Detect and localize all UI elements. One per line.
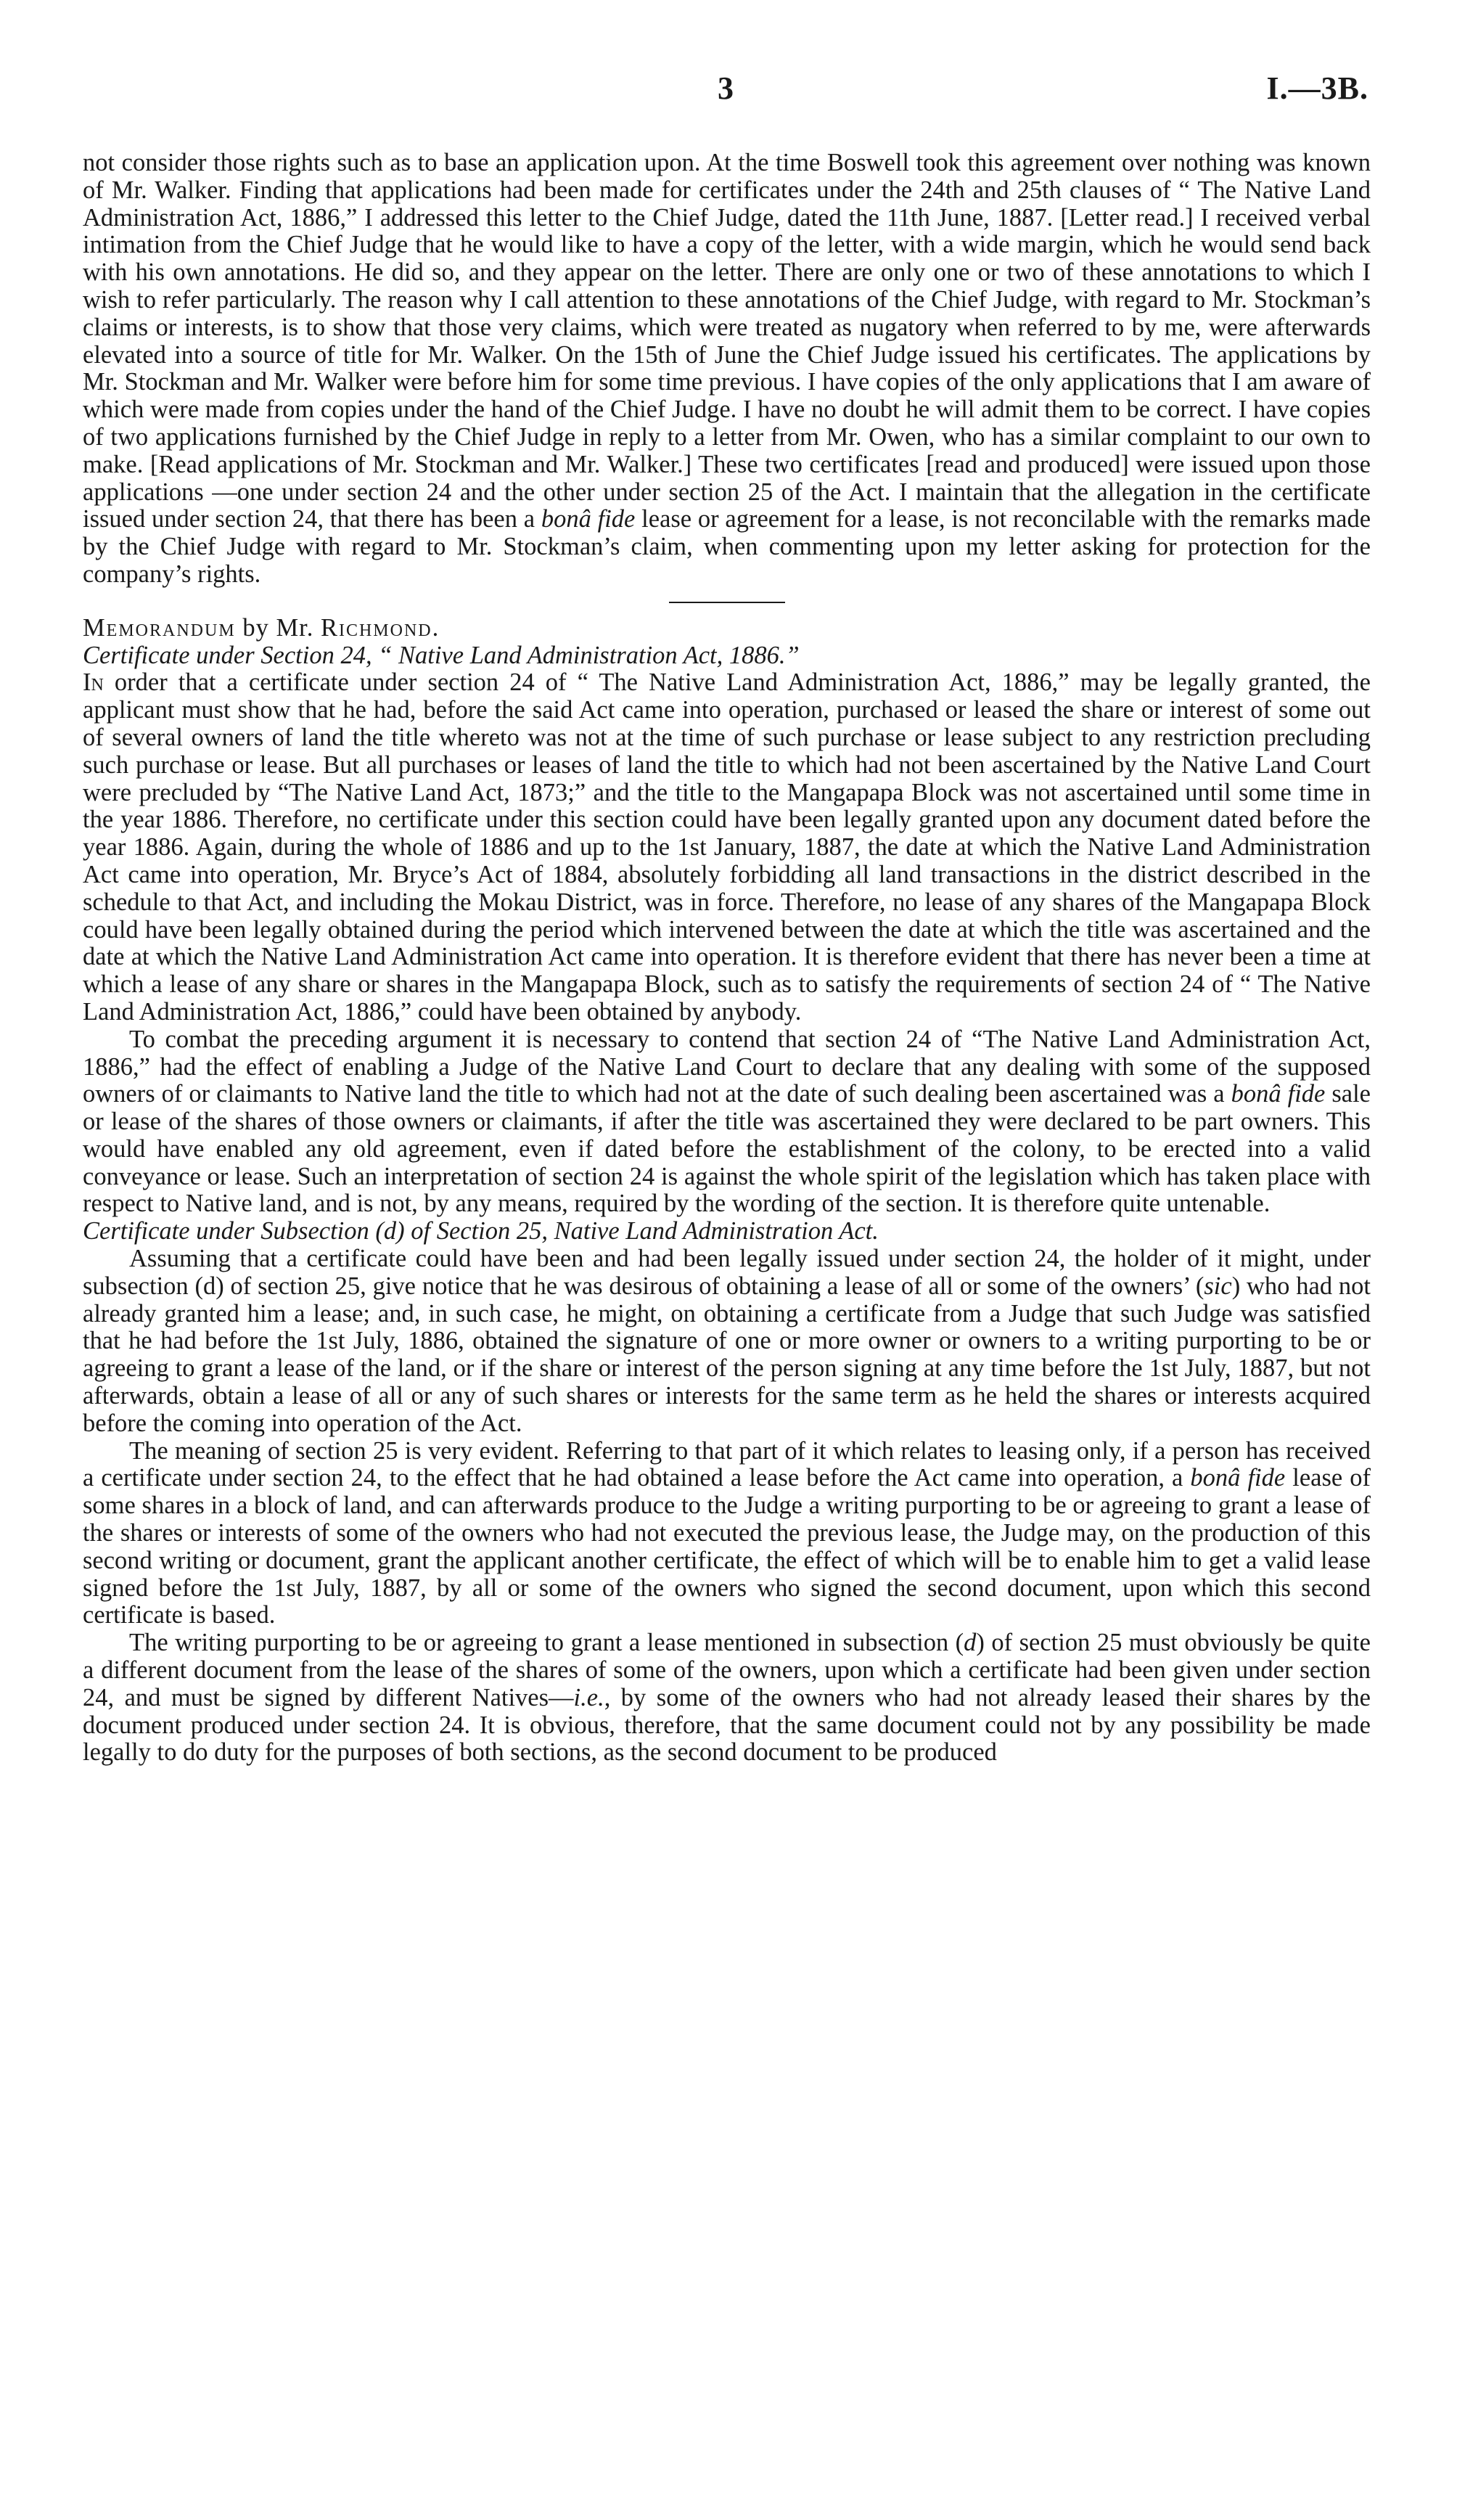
intro-tail: lease or agreement for a lease, is not reconcilable with the remarks made by the Chief Judge with regard to Mr. Stockman’s claim, when commenting upon my letter asking for protection for the company’s rights. [83,505,1371,588]
section25-p3-c: , by some of the owners who had not already leased their shares by the document produced under section 24. It is obvious, therefore, that the same document could not by any possibility be made legally to do duty for the purposes of both sections, as the second document to be produced [83,1683,1371,1767]
section25-p3-d: d [964,1629,977,1657]
section24-subheading: Certificate under Section 24, “ Native Land Administration Act, 1886.” [83,641,800,669]
intro-text: not consider those rights such as to base an application upon. At the time Boswell took this agreement over nothing was known of Mr. Walker. Finding that applications had been made for certificates under the 24th and 25th clauses of “ The Native Land Administration Act, 1886,” I addressed this letter to the Chief Judge, dated the 11th June, 1887. [Letter read.] I received verbal intimation from the Chief Judge that he would like to have a copy of the letter, with a wide margin, which he would send back with his own annotations. He did so, and they appear on the letter. There are only one or two of these annotations to which I wish to refer particularly. The reason why I call attention to these annotations of the Chief Judge, with regard to Mr. Stockman’s claims or interests, is to show that those very claims, which were treated as nugatory when referred to by me, were afterwards elevated into a source of title for Mr. Walker. On the 15th of June the Chief Judge issued his certificates. The applications by Mr. Stockman and Mr. Walker were before him for some time previous. I have copies of the only applications that I am aware of which were made from copies under the hand of the Chief Judge. I have no doubt he will admit them to be correct. I have copies of two applications furnished by the Chief Judge in reply to a letter from Mr. Owen, who has a similar complaint to our own to make. [Read applications of Mr. Stockman and Mr. Walker.] These two certificates [read and produced] were issued upon those applications —one under section 24 and the other under section 25 of the Act. I maintain that the allegation in the certificate issued under section 24, that there has been a [83,149,1371,533]
section25-p1-sic: sic [1204,1272,1232,1300]
section24-paragraph-2 [83,1026,1371,1219]
memorandum-heading [83,615,1371,642]
intro-paragraph [83,150,1371,589]
intro-italic: bonâ fide [541,505,636,533]
section25-p3-b: ) of section 25 must obviously be quite a different document from the lease of the shares of some of the owners, upon which a certificate had been given under section 24, and must be signed by different Natives— [83,1629,1371,1711]
memorandum-word: Memorandum [83,613,236,642]
section24-p2-b: sale or lease of the shares of those owners or claimants, if after the title was ascertained they were declared to be part owners. This would have enabled any old agreement, even if dated before the establishment of the colony, to be erected into a valid conveyance or lease. Such an interpretation of section 24 is against the whole spirit of the legislation which has taken place with respect to Native land, and is not, by any means, required by the wording of the section. It is therefore quite untenable. [83,1080,1371,1218]
section25-p2-italic: bonâ fide [1190,1464,1286,1492]
memorandum-name: Richmond. [320,613,440,642]
section25-paragraph-1 [83,1245,1371,1438]
section25-subheading: Certificate under Subsection (d) of Section 25, Native Land Administration Act. [83,1217,879,1245]
page-number: 3 [718,70,734,106]
document-reference: I.—3B. [1266,70,1368,106]
section24-p1-text: order that a certificate under section 24 of “ The Native Land Administration Act, 1886,” may be legally granted, the applicant must show that he had, before the said Act came into operation, purchased or leased the share or interest of some out of several owners of land the title whereto was not at the time of such purchase or lease subject to any restriction precluding such purchase or lease. But all purchases or leases of land the title to which had not been ascertained by the Native Land Court were precluded by “The Native Land Act, 1873;” and the title to the Mangapapa Block was not ascertained until some time in the year 1886. Therefore, no certificate under this section could have been legally granted upon any document dated before the year 1886. Again, during the whole of 1886 and up to the 1st January, 1887, the date at which the Native Land Administration Act came into operation, Mr. Bryce’s Act of 1884, absolutely forbidding all land transactions in the district described in the schedule to that Act, and including the Mokau District, was in force. Therefore, no lease of any shares of the Mangapapa Block could have been legally obtained during the period which intervened between the date at which the title was ascertained and the date at which the Native Land Administration Act came into operation. It is therefore evident that there has never been a time at which a lease of any share or shares in the Mangapapa Block, such as to satisfy the requirements of section 24 of “ The Native Land Administration Act, 1886,” could have been obtained by anybody. [83,668,1371,1026]
section25-p1-b: ) who had not already granted him a lease; and, in such case, he might, on obtaining a certificate from a Judge that such Judge was satisfied that he had before the 1st July, 1886, obtained the signature of one or more owner or owners to a writing purporting to be or agreeing to grant a lease of the land, or if the share or interest of the person signing at any time before the 1st July, 1887, but not afterwards, obtain a lease of all or any of such shares or interests for the same term as he held the shares or interests acquired before the coming into operation of the Act. [83,1272,1371,1437]
section24-first-word: In [83,668,104,697]
section24-p2-italic: bonâ fide [1231,1080,1326,1108]
document-body [83,150,1371,1767]
section25-paragraph-3 [83,1629,1371,1767]
section-divider [669,602,785,603]
section24-paragraph-1 [83,669,1371,1026]
section25-p3-a: The writing purporting to be or agreeing to grant a lease mentioned in subsection ( [129,1629,964,1657]
memorandum-by: by Mr. [242,613,314,642]
section25-p1-a: Assuming that a certificate could have been and had been legally issued under section 24, the holder of it might, under subsection (d) of section 25, give notice that he was desirous of obtaining a lease of all or some of the owners’ ( [83,1245,1371,1300]
section25-p2-a: The meaning of section 25 is very evident. Referring to that part of it which relates to leasing only, if a person has received a certificate under section 24, to the effect that he had obtained a lease before the Act came into operation, a [83,1436,1371,1492]
section25-paragraph-2 [83,1438,1371,1630]
section25-p3-ie: i.e. [573,1683,604,1711]
section25-p2-b: lease of some shares in a block of land, and can afterwards produce to the Judge a writing purporting to be or agreeing to grant a lease of the shares or interests of some of the owners who had not executed the previous lease, the Judge may, on the production of this second writing or document, grant the applicant another certificate, the effect of which will be to enable him to get a valid lease signed before the 1st July, 1887, by all or some of the owners who signed the second document, upon which this second certificate is based. [83,1464,1371,1629]
section24-p2-a: To combat the preceding argument it is necessary to contend that section 24 of “The Native Land Administration Act, 1886,” had the effect of enabling a Judge of the Native Land Court to declare that any dealing with some of the supposed owners of or claimants to Native land the title to which had not at the date of such dealing been ascertained was a [83,1025,1371,1108]
